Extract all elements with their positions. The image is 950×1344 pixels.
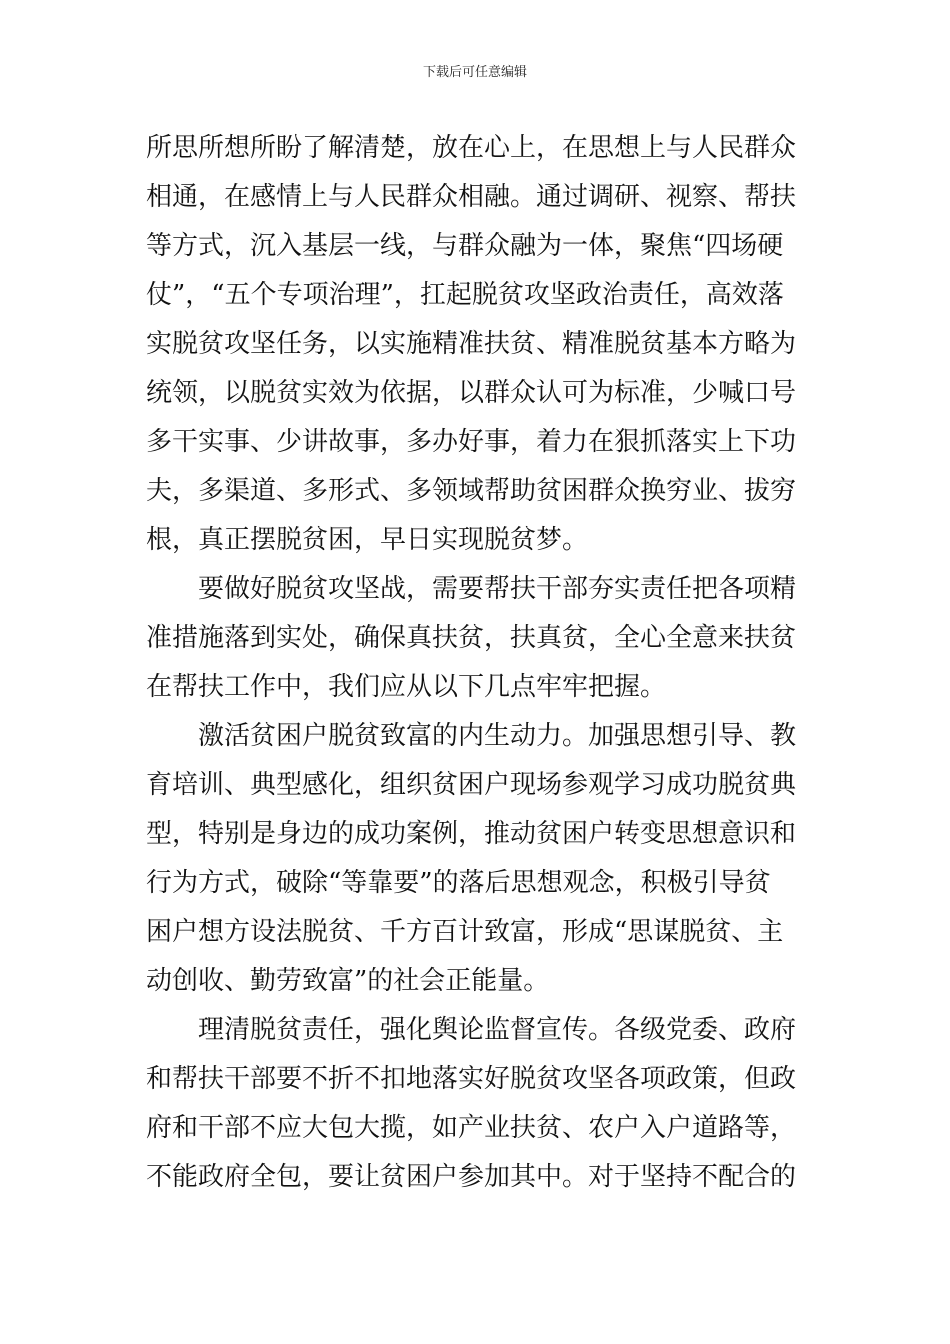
text-line: 府和干部不应大包大揽，如产业扶贫、农户入户道路等， [146,1113,797,1143]
text-line: 相通，在感情上与人民群众相融。通过调研、视察、帮扶 [146,182,797,212]
text-line: 动创收、勤劳致富”的社会正能量。 [146,966,550,996]
text-line: 等方式，沉入基层一线，与群众融为一体，聚焦“四场硬 [146,231,784,261]
paragraph-4 [146,1006,810,1202]
paragraph-1 [146,124,810,565]
document-body [146,124,810,1202]
text-line: 在帮扶工作中，我们应从以下几点牢牢把握。 [146,672,667,702]
text-line: 和帮扶干部要不折不扣地落实好脱贫攻坚各项政策，但政 [146,1064,797,1094]
page-header: 下载后可任意编辑 [422,65,527,80]
text-line: 所思所想所盼了解清楚，放在心上，在思想上与人民群众 [146,133,797,163]
text-line: 理清脱贫责任，强化舆论监督宣传。各级党委、政府 [198,1015,797,1045]
text-line: 困户想方设法脱贫、千方百计致富，形成“思谋脱贫、主 [146,917,784,947]
text-line: 多干实事、少讲故事，多办好事，着力在狠抓落实上下功 [146,427,797,457]
paragraph-3 [146,712,810,1006]
text-line: 夫，多渠道、多形式、多领域帮助贫困群众换穷业、拔穷 [146,476,797,506]
text-line: 统领，以脱贫实效为依据，以群众认可为标准，少喊口号 [146,378,797,408]
text-line: 实脱贫攻坚任务，以实施精准扶贫、精准脱贫基本方略为 [146,329,797,359]
text-line: 型，特别是身边的成功案例，推动贫困户转变思想意识和 [146,819,797,849]
text-line: 行为方式，破除“等靠要”的落后思想观念，积极引导贫 [146,868,771,898]
paragraph-2 [146,565,810,712]
text-line: 准措施落到实处，确保真扶贫，扶真贫，全心全意来扶贫 [146,623,797,653]
text-line: 不能政府全包，要让贫困户参加其中。对于坚持不配合的 [146,1162,797,1192]
text-line: 育培训、典型感化，组织贫困户现场参观学习成功脱贫典 [146,770,797,800]
text-line: 仗”，“五个专项治理”，扛起脱贫攻坚政治责任，高效落 [146,280,784,310]
text-line: 要做好脱贫攻坚战，需要帮扶干部夯实责任把各项精 [198,574,797,604]
text-line: 根，真正摆脱贫困，早日实现脱贫梦。 [146,525,589,555]
text-line: 激活贫困户脱贫致富的内生动力。加强思想引导、教 [198,721,797,751]
